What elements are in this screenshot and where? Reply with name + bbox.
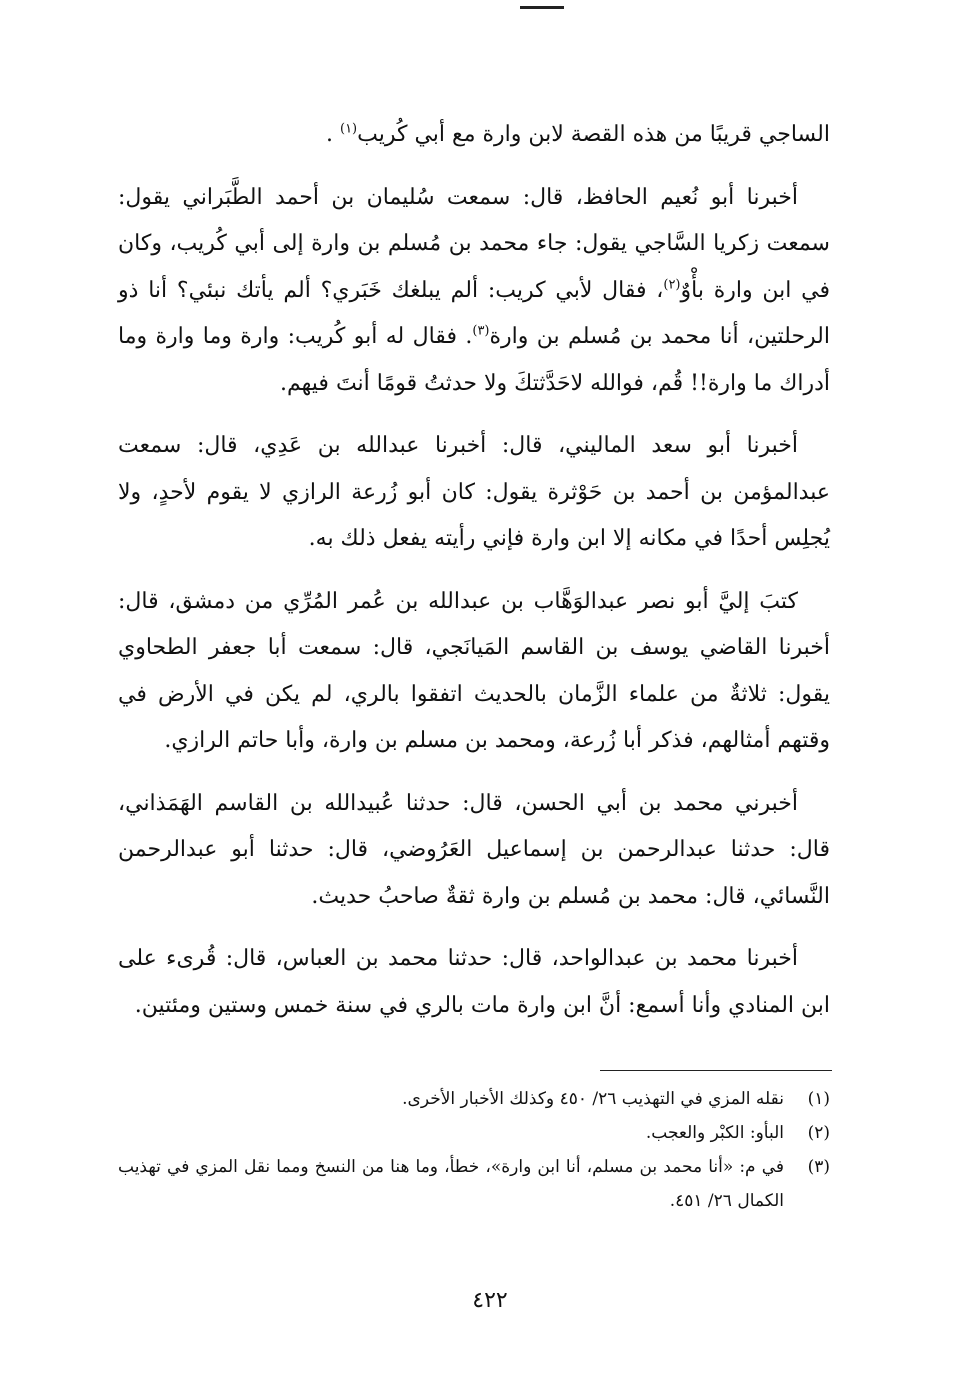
footnote-reference: (٢): [663, 277, 681, 293]
paragraph-text: الساجي قريبًا من هذه القصة لابن وارة مع أبي كُريب: [357, 122, 830, 147]
footnote: [118, 1082, 830, 1116]
footnote-text: في م: «أنا محمد بن مسلم، أنا ابن وارة»، خطأ، وما هنا من النسخ ومما نقل المزي في تهذيب الكمال ٢٦/ ٤٥١.: [118, 1157, 784, 1211]
paragraph-text: أخبرني محمد بن أبي الحسن، قال: حدثنا عُبيدالله بن القاسم الهَمَذاني، قال: حدثنا عبدالرحمن بن إسماعيل العَرُوضي، قال: حدثنا أبو عبدالرحمن النَّسائي، قال: محمد بن مُسلم بن وارة ثقةٌ صاحبُ حديث.: [118, 790, 830, 909]
paragraph: [118, 936, 830, 1029]
page-number: ٤٢٢: [472, 1288, 508, 1313]
paragraph: [118, 112, 830, 159]
paragraph-text: كتبَ إليَّ أبو نصر عبدالوَهَّاب بن عبدالله بن عُمر المُرِّي من دمشق، قال: أخبرنا القاضي يوسف بن القاسم المَيانَجي، قال: سمعت أبا جعفر الطحاوي يقول: ثلاثةٌ من علماء الزَّمان بالحديث اتفقوا بالري، لم يكن في الأرض في وقتهم أمثالهم، فذكر أبا زُرعة، ومحمد بن مسلم بن وارة، وأبا حاتم الرازي.: [118, 588, 830, 753]
paragraph: [118, 423, 830, 563]
footnote-number: (٣): [807, 1157, 830, 1177]
paragraph-text: أخبرنا محمد بن عبدالواحد، قال: حدثنا محمد بن العباس، قال: قُرىء على ابن المنادي وأنا أسمع: أنَّ ابن وارة مات بالري في سنة خمس وستين ومئتين.: [118, 946, 830, 1018]
footnote: [118, 1116, 830, 1150]
footnote-separator: [600, 1070, 832, 1071]
footnote-number: (١): [807, 1089, 830, 1109]
paragraph: [118, 175, 830, 408]
footnote-number: (٢): [807, 1123, 830, 1143]
paragraph: [118, 579, 830, 765]
paragraph: [118, 781, 830, 921]
footnotes: [118, 1082, 830, 1218]
paragraph-text: . فقال له أبو كُريب: وارة وما وارة وما أدراك ما وارة!! قُم، فوالله لاحَدَّثتكَ ولا حدثتُ قومًا أنتَ فيهم.: [118, 324, 830, 396]
footnote: [118, 1150, 830, 1218]
paragraph-text: أخبرنا أبو نُعيم الحافظ، قال: سمعت سُليمان بن أحمد الطَّبَراني يقول: سمعت زكريا السَّاجي يقول: جاء محمد بن مُسلم بن وارة إلى أبي كُريب، وكان في ابن وارة بأْوٌ: [118, 184, 830, 303]
footnote-text: نقله المزي في التهذيب ٢٦/ ٤٥٠ وكذلك الأخبار الأخرى.: [402, 1089, 784, 1109]
footnote-reference: (٣): [472, 323, 490, 339]
paragraph-text: أخبرنا أبو سعد الماليني، قال: أخبرنا عبدالله بن عَدِي، قال: سمعت عبدالمؤمن بن أحمد بن حَوْثرة يقول: كان أبو زُرعة الرازي لا يقوم لأحدٍ، ولا يُجلِس أحدًا في مكانه إلا ابن وارة فإني رأيته يفعل ذلك به.: [118, 433, 830, 551]
footnote-reference: (١): [339, 121, 358, 137]
top-scan-mark: [520, 6, 564, 9]
paragraph-text: ، فقال لأبي كريب: ألم يبلغك خَبَري؟ ألم يأتك نبئي؟ أنا ذو الرحلتين، أنا محمد بن مُسلم بن وارة: [118, 277, 830, 349]
footnote-text: البأو: الكبْر والعجب.: [645, 1123, 784, 1143]
main-text: [118, 112, 830, 1045]
paragraph-text: .: [325, 122, 340, 147]
